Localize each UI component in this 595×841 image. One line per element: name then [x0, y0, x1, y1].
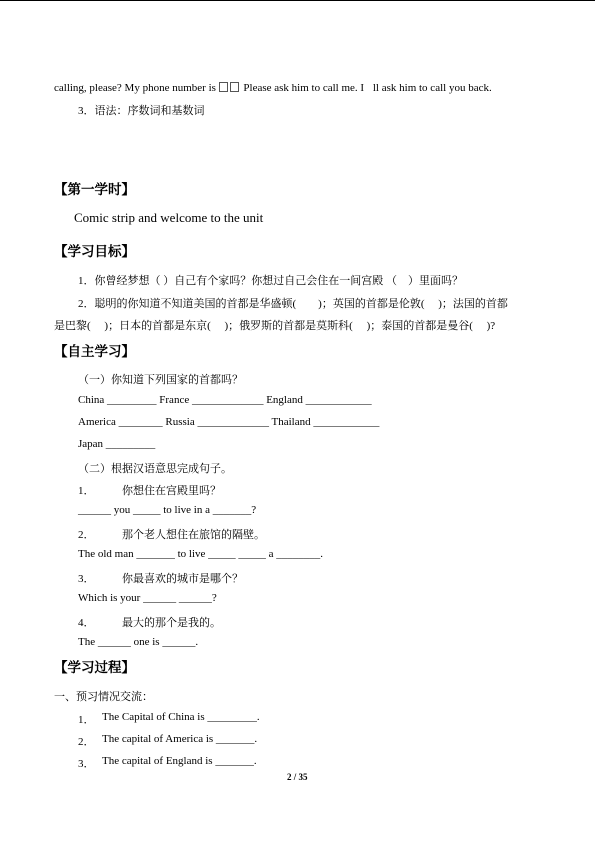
sentence-number: 2．: [78, 529, 95, 541]
sentence-english: The old man _______ to live _____ _____ a ________.: [78, 548, 324, 560]
part2-title: （二）根据汉语意思完成句子。: [78, 463, 232, 475]
sentence-chinese: 你最喜欢的城市是哪个？: [122, 573, 243, 585]
sentence-english: Which is your ______ ______?: [78, 592, 217, 604]
sentence-chinese: 那个老人想住在旅馆的隔壁。: [122, 529, 265, 541]
top-fragment-text-a: calling, please? My phone number is: [54, 82, 219, 94]
process-item-number: 2．: [78, 736, 95, 748]
process-item-text: The capital of America is _______.: [102, 733, 258, 745]
part1-title: （一）你知道下列国家的首都吗？: [78, 374, 243, 386]
top-fragment-line: [54, 81, 492, 95]
missing-glyph-box-icon: [219, 82, 228, 92]
capitals-row: Japan _________: [78, 438, 156, 450]
sentence-number: 1．: [78, 485, 95, 497]
page-number: 2 / 35: [287, 772, 308, 782]
process-intro: 一、预习情况交流：: [54, 691, 153, 703]
self-study-heading: 【自主学习】: [54, 344, 135, 360]
process-heading: 【学习过程】: [54, 660, 135, 676]
goal-line: 是巴黎( )；日本的首都是东京( )；俄罗斯的首都是莫斯科( )；泰国的首都是曼谷( )?: [54, 320, 496, 332]
sentence-chinese: 你想住在宫殿里吗？: [122, 485, 221, 497]
lesson-heading: 【第一学时】: [54, 182, 135, 198]
missing-glyph-box-icon: [230, 82, 239, 92]
lesson-topic: Comic strip and welcome to the unit: [74, 210, 264, 225]
capitals-row: America ________ Russia _____________ Thailand ____________: [78, 416, 380, 428]
top-fragment-text-b: Please ask him to call me. Ill ask him to call you back.: [240, 82, 492, 94]
process-item-number: 3．: [78, 758, 95, 770]
process-item-text: The capital of England is _______.: [102, 755, 257, 767]
goal-line: 1．你曾经梦想（ ）自己有个家吗？你想过自己会住在一间宫殿 （ ）里面吗？: [78, 275, 463, 287]
goal-line: 2．聪明的你知道不知道美国的首都是华盛顿( )；英国的首都是伦敦( )；法国的首都: [78, 298, 508, 310]
top-border: [0, 0, 595, 1]
sentence-english: ______ you _____ to live in a _______?: [78, 504, 257, 516]
sentence-chinese: 最大的那个是我的。: [122, 617, 221, 629]
sentence-english: The ______ one is ______.: [78, 636, 199, 648]
sentence-number: 4．: [78, 617, 95, 629]
capitals-row: China _________ France _____________ England ____________: [78, 394, 372, 406]
sentence-number: 3．: [78, 573, 95, 585]
grammar-line: 3．语法：序数词和基数词: [78, 105, 205, 117]
process-item-text: The Capital of China is _________.: [102, 711, 260, 723]
goals-heading: 【学习目标】: [54, 244, 135, 260]
process-item-number: 1．: [78, 714, 95, 726]
